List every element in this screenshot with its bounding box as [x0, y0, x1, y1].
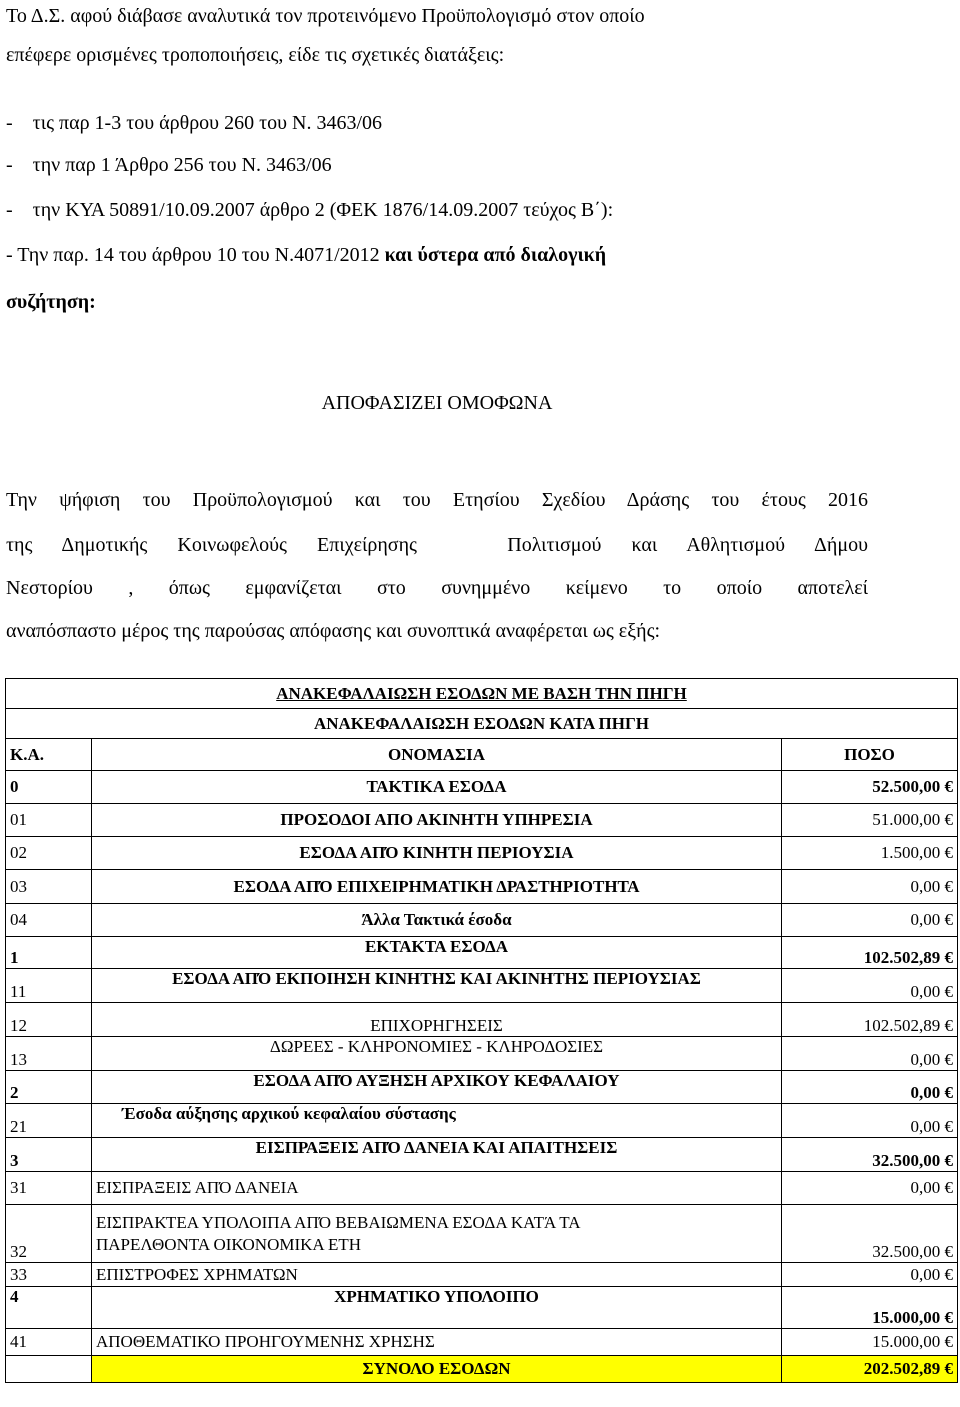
- row-code: 12: [6, 1003, 92, 1037]
- discussion-line: συζήτηση:: [6, 291, 96, 313]
- decision-heading: ΑΠΟΦΑΣΙΖΕΙ ΟΜΟΦΩΝΑ: [321, 392, 553, 414]
- intro-line-2: επέφερε ορισμένες τροποποιήσεις, είδε τις σχετικές διατάξεις:: [6, 44, 505, 66]
- table-row: [6, 1071, 958, 1104]
- row-name: ΧΡΗΜΑΤΙΚΟ ΥΠΟΛΟΙΠΟ: [92, 1287, 782, 1329]
- table-title-2: ΑΝΑΚΕΦΑΛΑΙΩΣΗ ΕΣΟΔΩΝ ΚΑΤΑ ΠΗΓΗ: [6, 709, 958, 739]
- row-amount: 0,00 €: [782, 1172, 958, 1205]
- table-row: [6, 937, 958, 969]
- table-row: [6, 1104, 958, 1138]
- paragraph-line: Νεστορίου , όπως εμφανίζεται στο συνημμένο κείμενο το οποίο αποτελεί: [6, 577, 868, 599]
- table-header-row: [6, 739, 958, 771]
- table-row: [6, 1205, 958, 1263]
- row-name: ΕΙΣΠΡΑΞΕΙΣ ΑΠΌ ΔΑΝΕΙΑ: [92, 1172, 782, 1205]
- row-name: ΕΠΙΧΟΡΗΓΗΣΕΙΣ: [92, 1003, 782, 1037]
- row-name-line-2: ΠΑΡΕΛΘΟΝΤΑ ΟΙΚΟΝΟΜΙΚΑ ΕΤΗ: [96, 1234, 362, 1254]
- row-code: 03: [6, 870, 92, 904]
- row-name: ΕΙΣΠΡΑΞΕΙΣ ΑΠΌ ΔΑΝΕΙΑ ΚΑΙ ΑΠΑΙΤΗΣΕΙΣ: [92, 1138, 782, 1172]
- row-code: 01: [6, 804, 92, 837]
- row-code: 13: [6, 1037, 92, 1071]
- row-name: ΕΣΟΔΑ ΑΠΌ ΑΥΞΗΣΗ ΑΡΧΙΚΟΥ ΚΕΦΑΛΑΙΟΥ: [92, 1071, 782, 1104]
- row-amount: 1.500,00 €: [782, 837, 958, 870]
- row-name: ΑΠΟΘΕΜΑΤΙΚΟ ΠΡΟΗΓΟΥΜΕΝΗΣ ΧΡΗΣΗΣ: [92, 1329, 782, 1356]
- row-code: 4: [6, 1287, 92, 1329]
- header-code: Κ.Α.: [6, 739, 92, 771]
- bullet-item: - την παρ 1 Άρθρο 256 του Ν. 3463/06: [6, 154, 332, 176]
- row-code: 04: [6, 904, 92, 937]
- law-line: [6, 242, 606, 268]
- row-amount: 102.502,89 €: [782, 937, 958, 969]
- row-code: 2: [6, 1071, 92, 1104]
- row-amount: 32.500,00 €: [782, 1205, 958, 1263]
- row-code: 0: [6, 771, 92, 804]
- law-bold-text: και ύστερα από διαλογική: [379, 244, 607, 266]
- total-blank: [6, 1356, 92, 1383]
- row-code: 31: [6, 1172, 92, 1205]
- table-row: [6, 837, 958, 870]
- bullet-item: - τις παρ 1-3 του άρθρου 260 του Ν. 3463/06: [6, 112, 383, 134]
- total-row: [6, 1356, 958, 1383]
- header-name: ΟΝΟΜΑΣΙΑ: [92, 739, 782, 771]
- revenue-summary-table: [5, 678, 958, 1383]
- row-amount: 0,00 €: [782, 969, 958, 1003]
- table-row: [6, 1172, 958, 1205]
- row-name: Άλλα Τακτικά έσοδα: [92, 904, 782, 937]
- row-amount: 0,00 €: [782, 1104, 958, 1138]
- row-name: ΕΚΤΑΚΤΑ ΕΣΟΔΑ: [92, 937, 782, 969]
- header-amount: ΠΟΣΟ: [782, 739, 958, 771]
- row-amount: 15.000,00 €: [782, 1329, 958, 1356]
- row-amount: 0,00 €: [782, 870, 958, 904]
- paragraph-line: αναπόσπαστο μέρος της παρούσας απόφασης και συνοπτικά αναφέρεται ως εξής:: [6, 620, 661, 642]
- row-code: 21: [6, 1104, 92, 1138]
- row-amount: 51.000,00 €: [782, 804, 958, 837]
- table-title-1: ΑΝΑΚΕΦΑΛΑΙΩΣΗ ΕΣΟΔΩΝ ΜΕ ΒΑΣΗ ΤΗΝ ΠΗΓΗ: [6, 679, 958, 709]
- table-row: [6, 870, 958, 904]
- intro-line-1: Το Δ.Σ. αφού διάβασε αναλυτικά τον προτεινόμενο Προϋπολογισμό στον οποίο: [6, 5, 645, 27]
- row-name: ΕΣΟΔΑ ΑΠΌ ΚΙΝΗΤΗ ΠΕΡΙΟΥΣΙΑ: [92, 837, 782, 870]
- law-text: - Την παρ. 14 του άρθρου 10 του Ν.4071/2012: [6, 244, 380, 266]
- table-row: [6, 1138, 958, 1172]
- row-code: 02: [6, 837, 92, 870]
- total-label: ΣΥΝΟΛΟ ΕΣΟΔΩΝ: [92, 1356, 782, 1383]
- row-amount: 52.500,00 €: [782, 771, 958, 804]
- bullet-item: - την ΚΥΑ 50891/10.09.2007 άρθρο 2 (ΦΕΚ 1876/14.09.2007 τεύχος Β΄):: [6, 199, 614, 221]
- table-row: [6, 969, 958, 1003]
- row-code: 41: [6, 1329, 92, 1356]
- paragraph-line: Την ψήφιση του Προϋπολογισμού και του Ετησίου Σχεδίου Δράσης του έτους 2016: [6, 489, 868, 511]
- table-row: [6, 771, 958, 804]
- table-row: [6, 1003, 958, 1037]
- table-row: [6, 804, 958, 837]
- row-name-multiline: [92, 1205, 782, 1263]
- row-name: ΔΩΡΕΕΣ - ΚΛΗΡΟΝΟΜΙΕΣ - ΚΛΗΡΟΔΟΣΙΕΣ: [92, 1037, 782, 1071]
- table-row: [6, 1263, 958, 1287]
- row-name: Έσοδα αύξησης αρχικού κεφαλαίου σύστασης: [92, 1104, 782, 1138]
- paragraph-line: της Δημοτικής Κοινωφελούς Επιχείρησης Πολιτισμού και Αθλητισμού Δήμου: [6, 534, 868, 556]
- row-amount: 0,00 €: [782, 1263, 958, 1287]
- row-amount: 15.000,00 €: [782, 1287, 958, 1329]
- row-code: 32: [6, 1205, 92, 1263]
- row-amount: 32.500,00 €: [782, 1138, 958, 1172]
- row-name: ΠΡΟΣΟΔΟΙ ΑΠΟ ΑΚΙΝΗΤΗ ΥΠΗΡΕΣΙΑ: [92, 804, 782, 837]
- row-code: 3: [6, 1138, 92, 1172]
- row-amount: 0,00 €: [782, 1071, 958, 1104]
- table-row: [6, 1329, 958, 1356]
- row-code: 11: [6, 969, 92, 1003]
- row-amount: 0,00 €: [782, 1037, 958, 1071]
- total-amount: 202.502,89 €: [782, 1356, 958, 1383]
- row-name: ΕΣΟΔΑ ΑΠΌ ΕΠΙΧΕΙΡΗΜΑΤΙΚΗ ΔΡΑΣΤΗΡΙΟΤΗΤΑ: [92, 870, 782, 904]
- table-row: [6, 904, 958, 937]
- row-name-line-1: ΕΙΣΠΡΑΚΤΕΑ ΥΠΟΛΟΙΠΑ ΑΠΌ ΒΕΒΑΙΩΜΕΝΑ ΕΣΟΔΑ ΚΑΤΆ ΤΑ: [96, 1212, 581, 1232]
- row-amount: 0,00 €: [782, 904, 958, 937]
- table-row: [6, 1287, 958, 1329]
- row-code: 1: [6, 937, 92, 969]
- row-amount: 102.502,89 €: [782, 1003, 958, 1037]
- table-row: [6, 1037, 958, 1071]
- row-code: 33: [6, 1263, 92, 1287]
- row-name: ΕΠΙΣΤΡΟΦΕΣ ΧΡΗΜΑΤΩΝ: [92, 1263, 782, 1287]
- row-name: ΤΑΚΤΙΚΑ ΕΣΟΔΑ: [92, 771, 782, 804]
- row-name: ΕΣΟΔΑ ΑΠΌ ΕΚΠΟΙΗΣΗ ΚΙΝΗΤΗΣ ΚΑΙ ΑΚΙΝΗΤΗΣ ΠΕΡΙΟΥΣΙΑΣ: [92, 969, 782, 1003]
